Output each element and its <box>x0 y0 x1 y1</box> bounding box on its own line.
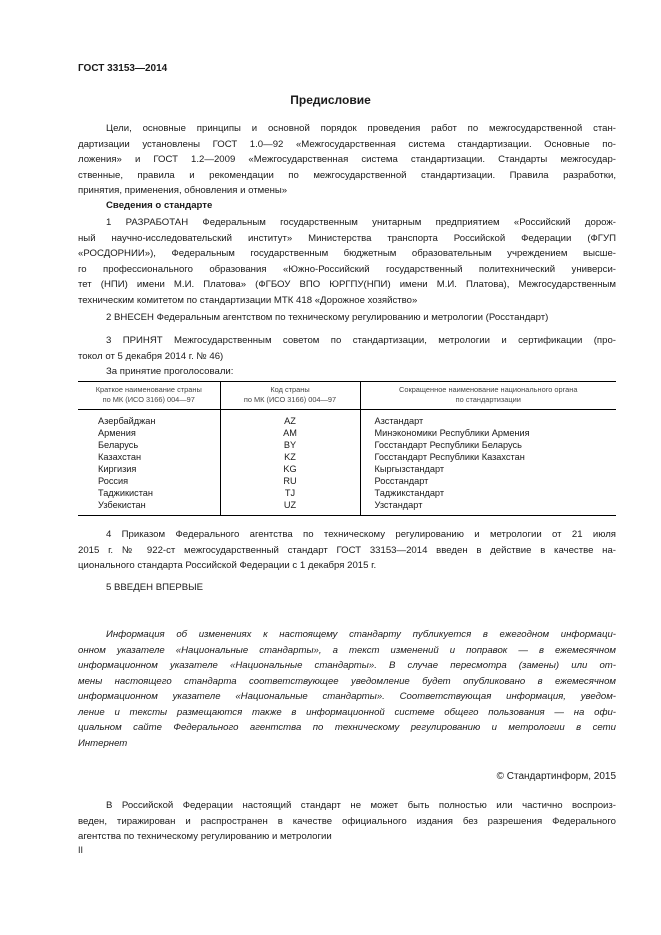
country-cell: Узбекистан <box>78 499 220 516</box>
country-cell: Армения <box>98 428 136 438</box>
text-line: Цели, основные принципы и основной порядок проведения работ по межгосударственной стан- <box>106 123 616 134</box>
table-row <box>78 499 616 516</box>
text-line: веден, тиражирован и распространен в качестве официального издания без разрешения Федерального <box>78 815 616 827</box>
intro-paragraph <box>78 121 616 199</box>
country-cell: Киргизия <box>98 464 137 474</box>
table-header-row <box>78 382 616 410</box>
table-row <box>78 463 616 475</box>
text-line: 3 ПРИНЯТ Межгосударственным советом по стандартизации, метрологии и сертификации (про- <box>106 335 616 346</box>
copyright-notice: © Стандартинформ, 2015 <box>496 771 616 782</box>
table-row <box>78 475 616 487</box>
voted-label: За принятие проголосовали: <box>106 366 234 377</box>
text-line: онном указателе «Национальные стандарты», а текст изменений и поправок — в ежемесячном <box>78 644 616 656</box>
code-cell: TJ <box>220 487 360 499</box>
text-line: техническим комитетом по стандартизации МТК 418 «Дорожное хозяйство» <box>78 294 418 306</box>
item-1-paragraph <box>78 215 616 308</box>
table-row <box>78 487 616 499</box>
text-line: «РОСДОРНИИ»), Федеральным государственным бюджетным образовательным учреждением высше- <box>78 248 616 259</box>
body-cell: Минэкономики Республики Армения <box>360 427 616 439</box>
body-cell: Азстандарт <box>360 410 616 428</box>
reproduction-notice <box>78 798 616 845</box>
body-cell: Таджикстандарт <box>360 487 616 499</box>
section-heading: Сведения о стандарте <box>106 200 213 211</box>
text-line: 2 ВНЕСЕН Федеральным агентством по техническому регулированию и метрологии (Росстандарт) <box>106 312 549 323</box>
text-line: принятия, применения, обновления и отмены» <box>78 185 288 196</box>
country-cell: Казахстан <box>98 452 142 462</box>
text-line: го профессионального образования «Южно-Российский государственный политехнический универси- <box>78 263 616 275</box>
table-row <box>78 439 616 451</box>
body-cell: Узстандарт <box>360 499 616 516</box>
code-cell: RU <box>220 475 360 487</box>
text-line: 4 Приказом Федерального агентства по техническому регулированию и метрологии от 21 июля <box>106 529 616 540</box>
text-line: дартизации установлены ГОСТ 1.0—92 «Межгосударственная система стандартизации. Основные по- <box>78 138 616 150</box>
code-cell: BY <box>220 439 360 451</box>
code-cell: KZ <box>220 451 360 463</box>
text-line: токол от 5 декабря 2014 г. № 46) <box>78 350 224 362</box>
page-title: Предисловие <box>290 93 371 107</box>
text-line: агентства по техническому регулированию и метрологии <box>78 831 332 842</box>
text-line: ный научно-исследовательский институт» Министерства транспорта Российской Федерации (ФГУП <box>78 232 616 244</box>
header-country-code: Код страны по МК (ИСО 3166) 004—97 <box>220 382 360 410</box>
code-cell: AM <box>220 427 360 439</box>
item-3-paragraph <box>78 333 616 380</box>
text-line: 5 ВВЕДЕН ВПЕРВЫЕ <box>106 582 204 593</box>
text-line: ционального стандарта Российской Федерации с 1 декабря 2015 г. <box>78 560 377 571</box>
text-line: Информация об изменениях к настоящему стандарту публикуется в ежегодном информаци- <box>106 629 616 640</box>
header-country-name: Краткое наименование страны по МК (ИСО 3166) 004—97 <box>78 382 220 410</box>
text-line: 2015 г. № 922-ст межгосударственный стандарт ГОСТ 33153—2014 введен в действие в качестве на- <box>78 544 616 556</box>
text-line: информационном указателе «Национальные стандарты». Соответствующая информация, уведом- <box>78 691 616 702</box>
table-row <box>78 410 616 428</box>
country-cell: Россия <box>98 476 129 486</box>
table-row <box>78 451 616 463</box>
header-national-body: Сокращенное наименование национального органа по стандартизации <box>360 382 616 410</box>
body-cell: Госстандарт Республики Беларусь <box>360 439 616 451</box>
table-row <box>78 427 616 439</box>
code-cell: UZ <box>220 499 360 516</box>
body-cell: Госстандарт Республики Казахстан <box>360 451 616 463</box>
text-line: ление и тексты размещаются также в информационной системе общего пользования — на офи- <box>78 706 616 718</box>
code-cell: KG <box>220 463 360 475</box>
voting-table <box>78 381 616 516</box>
text-line: 1 РАЗРАБОТАН Федеральным государственным унитарным предприятием «Российский дорож- <box>106 217 616 228</box>
document-header: ГОСТ 33153—2014 <box>78 63 168 74</box>
country-cell: Таджикистан <box>98 488 153 498</box>
item-4-paragraph <box>78 527 616 574</box>
country-cell: Азербайджан <box>98 416 156 426</box>
info-paragraph <box>78 627 616 751</box>
item-5-paragraph <box>78 580 616 596</box>
page-number: II <box>78 845 84 855</box>
text-line: В Российской Федерации настоящий стандарт не может быть полностью или частично воспроиз- <box>106 800 616 811</box>
body-cell: Кыргызстандарт <box>360 463 616 475</box>
text-line: информационном указателе «Национальные стандарты». В случае пересмотра (замены) или от- <box>78 660 616 671</box>
text-line: тет (НПИ) имени М.И. Платова» (ФГБОУ ВПО ЮРГПУ(НПИ) имени М.И. Платова), Межгосударственным <box>78 279 616 290</box>
country-cell: Беларусь <box>98 440 139 450</box>
text-line: мены настоящего стандарта соответствующее уведомление будет опубликовано в ежемесячном <box>78 675 616 687</box>
text-line: Интернет <box>78 737 128 749</box>
code-cell: AZ <box>220 410 360 428</box>
item-2-paragraph <box>78 310 616 326</box>
text-line: ственные, правила и рекомендации по межгосударственной стандартизации. Правила разработки, <box>78 169 616 181</box>
body-cell: Росстандарт <box>360 475 616 487</box>
text-line: циальном сайте Федерального агентства по техническому регулированию и метрологии в сети <box>78 722 616 733</box>
text-line: ложения» и ГОСТ 1.2—2009 «Межгосударственная система стандартизации. Стандарты межгосудар- <box>78 154 616 165</box>
